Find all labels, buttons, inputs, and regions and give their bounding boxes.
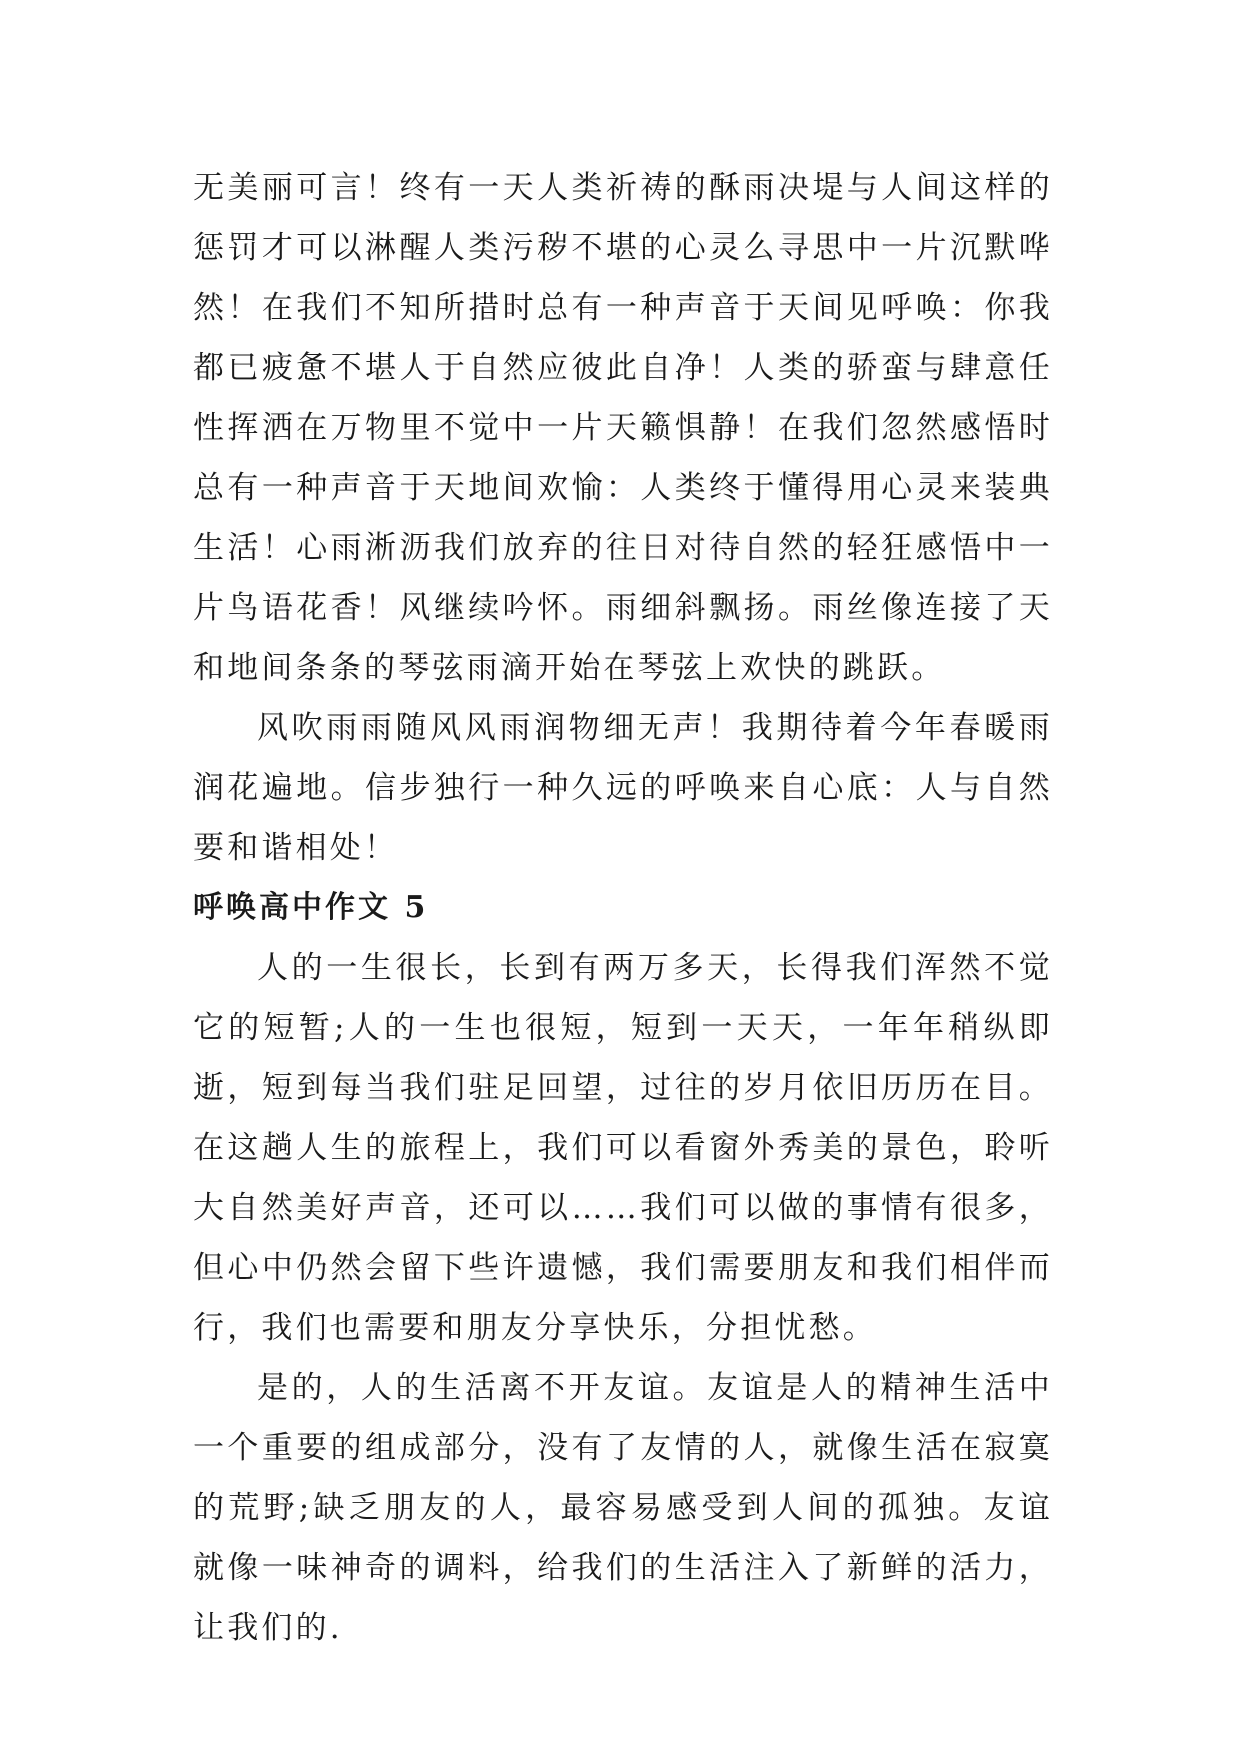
paragraph-section-1: 人的一生很长，长到有两万多天，长得我们浑然不觉它的短暂;人的一生也很短，短到一天天，一年年稍纵即逝，短到每当我们驻足回望，过往的岁月依旧历历在目。在这趟人生的旅程上，我们可以看窗外秀美的景色，聆听大自然美好声音，还可以……我们可以做的事情有很多，但心中仍然会留下些许遗憾，我们需要朋友和我们相伴而行，我们也需要和朋友分享快乐，分担忧愁。 xyxy=(193,950,1053,1346)
paragraph-continued: 无美丽可言！终有一天人类祈祷的酥雨决堤与人间这样的惩罚才可以淋醒人类污秽不堪的心灵么寻思中一片沉默哗然！在我们不知所措时总有一种声音于天间见呼唤：你我都已疲惫不堪人于自然应彼此自净！人类的骄蛮与肆意任性挥洒在万物里不觉中一片天籁惧静！在我们忽然感悟时总有一种声音于天地间欢愉：人类终于懂得用心灵来装典生活！心雨淅沥我们放弃的往日对待自然的轻狂感悟中一片鸟语花香！风继续吟怀。雨细斜飘扬。雨丝像连接了天和地间条条的琴弦雨滴开始在琴弦上欢快的跳跃。 xyxy=(193,170,1053,686)
section-title: 呼唤高中作文 5 xyxy=(193,890,429,925)
paragraph-section-2: 是的，人的生活离不开友谊。友谊是人的精神生活中一个重要的组成部分，没有了友情的人，就像生活在寂寞的荒野;缺乏朋友的人，最容易感受到人间的孤独。友谊就像一味神奇的调料，给我们的生活注入了新鲜的活力，让我们的. xyxy=(193,1370,1053,1646)
document-body xyxy=(193,158,1053,1658)
paragraph-closing: 风吹雨雨随风风雨润物细无声！我期待着今年春暖雨润花遍地。信步独行一种久远的呼唤来自心底：人与自然要和谐相处！ xyxy=(193,710,1053,866)
